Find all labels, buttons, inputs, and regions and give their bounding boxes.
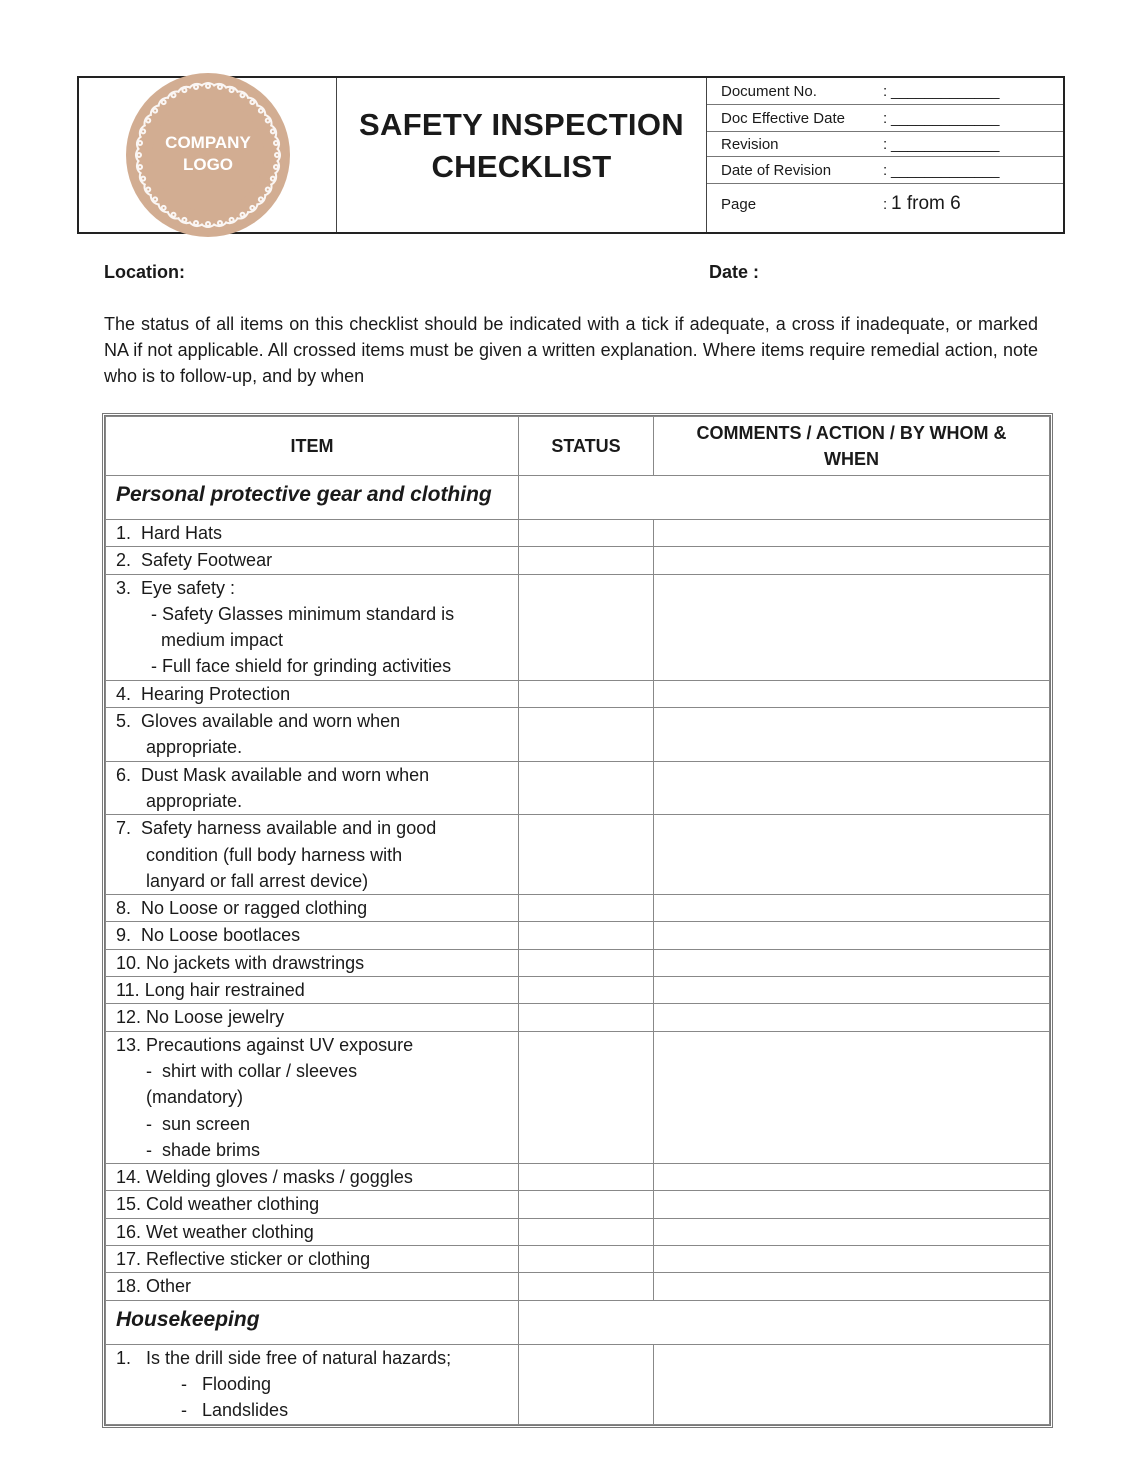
- item-cell: [106, 574, 519, 680]
- comments-cell[interactable]: [654, 815, 1050, 895]
- item-text: appropriate.: [116, 790, 243, 811]
- table-row: [106, 574, 1050, 680]
- status-cell[interactable]: [519, 815, 654, 895]
- table-row: [106, 1191, 1050, 1218]
- item-text: (mandatory): [116, 1087, 244, 1108]
- item-text: 1. Hard Hats: [116, 523, 223, 543]
- item-cell: [106, 1191, 519, 1218]
- table-row: [106, 761, 1050, 815]
- checklist-table-frame: [102, 413, 1053, 1428]
- table-row: [106, 922, 1050, 949]
- item-text: 11. Long hair restrained: [116, 980, 305, 1001]
- comments-cell[interactable]: [654, 949, 1050, 976]
- comments-cell[interactable]: [654, 977, 1050, 1004]
- status-cell[interactable]: [519, 949, 654, 976]
- item-cell: [106, 1031, 519, 1163]
- comments-cell[interactable]: [654, 1218, 1050, 1245]
- comments-cell[interactable]: [654, 895, 1050, 922]
- meta-separator: :: [883, 195, 888, 213]
- table-header-row: [106, 417, 1050, 476]
- comments-cell[interactable]: [654, 1246, 1050, 1273]
- item-text: 12. No Loose jewelry: [116, 1007, 285, 1028]
- item-text: 10. No jackets with drawstrings: [116, 952, 365, 973]
- document-title-line2: CHECKLIST: [431, 149, 612, 184]
- meta-separator: :: [883, 161, 888, 179]
- item-text: - shade brims: [116, 1139, 261, 1160]
- document-meta: [707, 78, 1063, 232]
- table-row: [106, 1273, 1050, 1300]
- item-cell: [106, 761, 519, 815]
- item-cell: [106, 815, 519, 895]
- comments-cell[interactable]: [654, 547, 1050, 574]
- comments-cell[interactable]: [654, 922, 1050, 949]
- table-row: [106, 815, 1050, 895]
- item-text: 17. Reflective sticker or clothing: [116, 1249, 371, 1270]
- table-row: [106, 1344, 1050, 1424]
- item-text: 3. Eye safety :: [116, 577, 236, 598]
- item-text: 2. Safety Footwear: [116, 550, 273, 571]
- item-cell: [106, 547, 519, 574]
- meta-value: 1 from 6: [891, 193, 961, 214]
- status-cell[interactable]: [519, 708, 654, 762]
- section-row: [106, 1300, 1050, 1344]
- date-label: Date :: [709, 262, 760, 282]
- comments-cell[interactable]: [654, 520, 1050, 547]
- checklist-table: [105, 416, 1050, 1425]
- meta-separator: :: [883, 82, 888, 100]
- item-cell: [106, 708, 519, 762]
- comments-cell[interactable]: [654, 1031, 1050, 1163]
- item-text: - Landslides: [116, 1400, 289, 1421]
- status-cell[interactable]: [519, 1031, 654, 1163]
- item-cell: [106, 895, 519, 922]
- item-text: 9. No Loose bootlaces: [116, 925, 301, 946]
- meta-label: Page: [721, 195, 757, 213]
- document-title-line1: SAFETY INSPECTION: [359, 107, 684, 142]
- status-cell[interactable]: [519, 1164, 654, 1191]
- section-title: Housekeeping: [106, 1300, 519, 1344]
- status-cell[interactable]: [519, 520, 654, 547]
- section-title: Personal protective gear and clothing: [106, 476, 519, 520]
- item-cell: [106, 1164, 519, 1191]
- item-text: 15. Cold weather clothing: [116, 1194, 320, 1215]
- item-text: 4. Hearing Protection: [116, 683, 291, 704]
- status-cell[interactable]: [519, 895, 654, 922]
- table-row: [106, 895, 1050, 922]
- comments-cell[interactable]: [654, 1344, 1050, 1424]
- meta-value: _____________: [891, 82, 1000, 100]
- item-cell: [106, 1246, 519, 1273]
- item-text: 1. Is the drill side free of natural hazards;: [116, 1347, 452, 1368]
- item-cell: [106, 949, 519, 976]
- status-cell[interactable]: [519, 547, 654, 574]
- item-text: lanyard or fall arrest device): [116, 870, 369, 891]
- table-row: [106, 547, 1050, 574]
- item-text: 13. Precautions against UV exposure: [116, 1034, 414, 1055]
- table-row: [106, 1218, 1050, 1245]
- item-text: 8. No Loose or ragged clothing: [116, 898, 368, 919]
- meta-revision: [707, 132, 1063, 157]
- status-cell[interactable]: [519, 574, 654, 680]
- status-cell[interactable]: [519, 977, 654, 1004]
- item-cell: [106, 1344, 519, 1424]
- status-cell[interactable]: [519, 1246, 654, 1273]
- meta-label: Document No.: [721, 82, 817, 100]
- logo-text-line1: COMPANY: [164, 133, 251, 152]
- item-cell: [106, 1218, 519, 1245]
- table-row: [106, 520, 1050, 547]
- comments-cell[interactable]: [654, 1273, 1050, 1300]
- table-row: [106, 1246, 1050, 1273]
- item-text: 5. Gloves available and worn when: [116, 711, 401, 732]
- logo-cell: [79, 78, 337, 232]
- item-text: - sun screen: [116, 1113, 251, 1134]
- comments-cell[interactable]: [654, 1191, 1050, 1218]
- table-row: [106, 680, 1050, 707]
- item-cell: [106, 1004, 519, 1031]
- item-text: 14. Welding gloves / masks / goggles: [116, 1167, 413, 1188]
- meta-effective-date: [707, 105, 1063, 132]
- item-text: - Flooding: [116, 1373, 272, 1394]
- status-cell[interactable]: [519, 1191, 654, 1218]
- item-text: 7. Safety harness available and in good: [116, 818, 437, 839]
- meta-label: Date of Revision: [721, 161, 832, 179]
- status-cell[interactable]: [519, 1344, 654, 1424]
- location-label: Location:: [104, 262, 185, 282]
- table-row: [106, 977, 1050, 1004]
- logo-text-line2: LOGO: [182, 155, 233, 174]
- meta-document-no: [707, 78, 1063, 105]
- table-row: [106, 949, 1050, 976]
- item-cell: [106, 680, 519, 707]
- comments-cell[interactable]: [654, 574, 1050, 680]
- column-header-status: STATUS: [519, 417, 654, 476]
- table-row: [106, 1004, 1050, 1031]
- item-cell: [106, 922, 519, 949]
- section-blank-cell: [519, 1300, 1050, 1344]
- item-text: - shirt with collar / sleeves: [116, 1060, 358, 1081]
- status-cell[interactable]: [519, 761, 654, 815]
- item-text: - Safety Glasses minimum standard is: [116, 603, 455, 624]
- comments-cell[interactable]: [654, 1164, 1050, 1191]
- instructions-paragraph: The status of all items on this checklist should be indicated with a tick if adequate, a cross if inadequate, or marked NA if not applicable. All crossed items must be given a written explanation. Where items require remedial action, note who is to follow-up, and by when: [104, 314, 1038, 386]
- column-header-item: ITEM: [106, 417, 519, 476]
- item-text: condition (full body harness with: [116, 844, 403, 865]
- status-cell[interactable]: [519, 1273, 654, 1300]
- meta-label: Doc Effective Date: [721, 109, 845, 127]
- comments-cell[interactable]: [654, 680, 1050, 707]
- comments-cell[interactable]: [654, 708, 1050, 762]
- comments-cell[interactable]: [654, 761, 1050, 815]
- item-text: - Full face shield for grinding activities: [116, 656, 452, 677]
- item-cell: [106, 977, 519, 1004]
- section-row: [106, 476, 1050, 520]
- meta-page: [707, 184, 1063, 224]
- table-row: [106, 1031, 1050, 1163]
- table-row: [106, 708, 1050, 762]
- status-cell[interactable]: [519, 1004, 654, 1031]
- item-text: appropriate.: [116, 737, 243, 758]
- meta-separator: :: [883, 135, 888, 153]
- meta-value: _____________: [891, 109, 1000, 127]
- item-text: 18. Other: [116, 1276, 192, 1297]
- meta-value: _____________: [891, 135, 1000, 153]
- item-text: medium impact: [116, 630, 284, 651]
- item-cell: [106, 520, 519, 547]
- item-text: 6. Dust Mask available and worn when: [116, 764, 430, 785]
- document-header: [77, 76, 1065, 234]
- status-cell[interactable]: [519, 1218, 654, 1245]
- comments-cell[interactable]: [654, 1004, 1050, 1031]
- checklist-body: [106, 476, 1050, 1425]
- meta-value: _____________: [891, 161, 1000, 179]
- status-cell[interactable]: [519, 680, 654, 707]
- section-blank-cell: [519, 476, 1050, 520]
- title-cell: [337, 78, 707, 232]
- table-row: [106, 1164, 1050, 1191]
- company-logo: [124, 71, 292, 239]
- meta-label: Revision: [721, 135, 779, 153]
- item-text: 16. Wet weather clothing: [116, 1221, 314, 1242]
- column-header-comments: COMMENTS / ACTION / BY WHOM & WHEN: [654, 417, 1050, 476]
- item-cell: [106, 1273, 519, 1300]
- meta-date-of-revision: [707, 157, 1063, 184]
- status-cell[interactable]: [519, 922, 654, 949]
- meta-separator: :: [883, 109, 888, 127]
